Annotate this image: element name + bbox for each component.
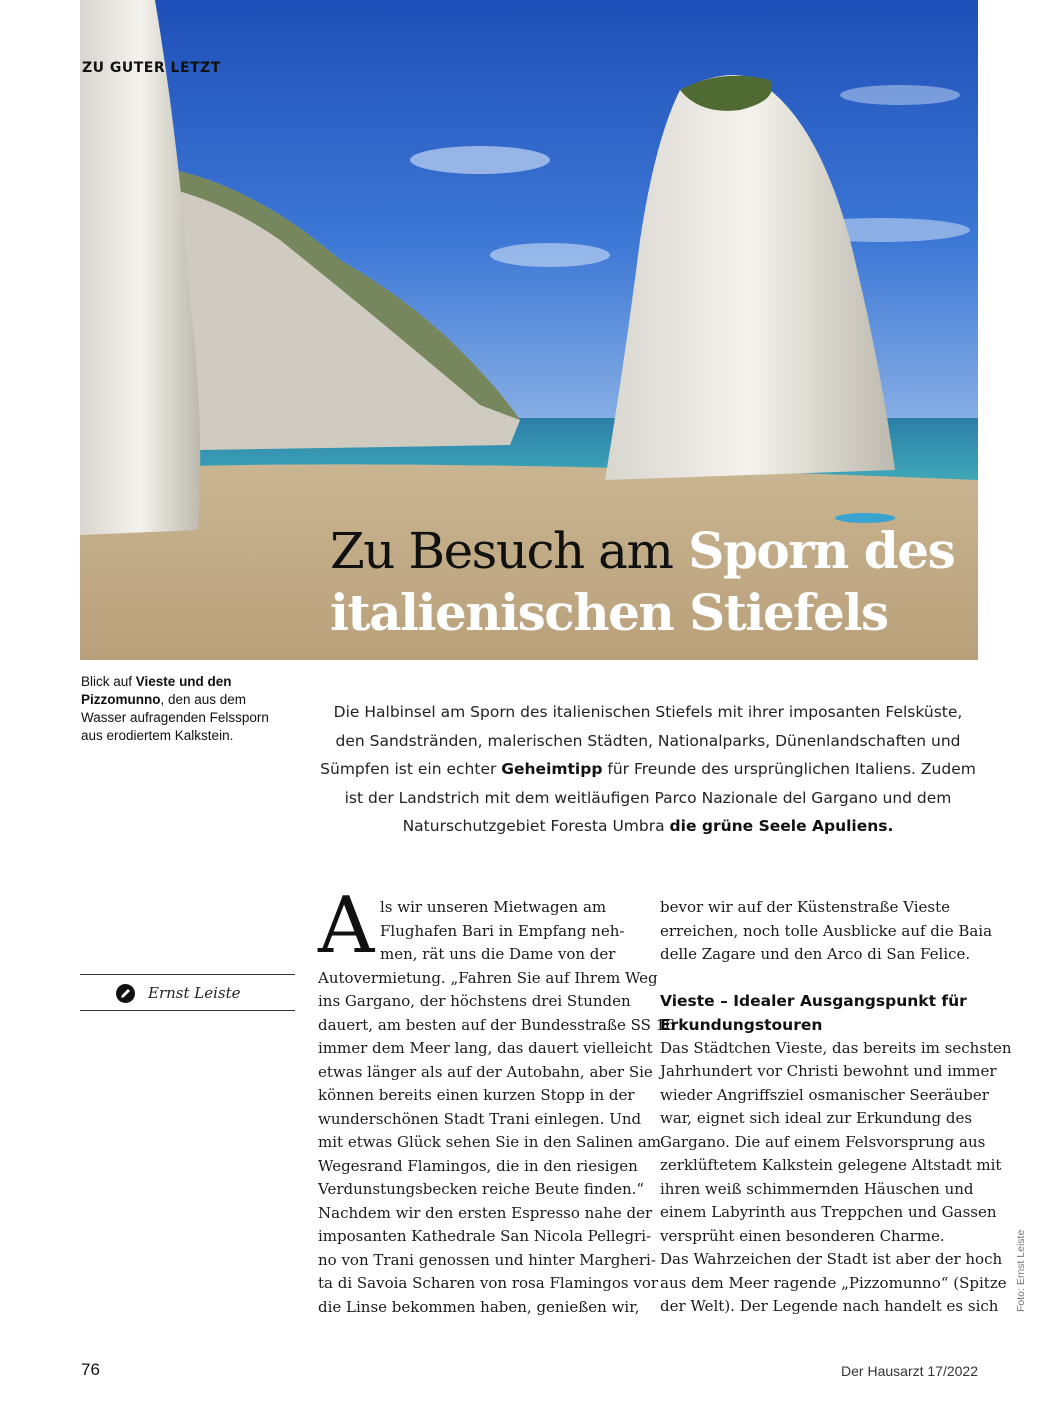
text-line: immer dem Meer lang, das dauert vielleicht [318,1039,653,1057]
body-column-2 [660,896,1012,1319]
headline-line2: italienischen Stiefels [330,583,888,642]
intro-b1: Geheimtipp [501,760,603,778]
text-line: wieder Angriffsziel osmanischer Seeräuber [660,1085,989,1104]
text-line: men, rät uns die Dame von der [380,945,616,963]
text-line: die Linse bekommen haben, genießen wir, [318,1297,640,1316]
drop-cap: A [318,881,375,971]
caption-bold: Vieste und den Pizzomunno [81,674,232,707]
text-line: Flughafen Bari in Empfang neh- [380,921,625,940]
text-line: mit etwas Glück sehen Sie in den Salinen am [318,1133,662,1151]
page-number: 76 [81,1360,100,1379]
intro-t2: für Freunde des ursprünglichen Italiens. Zudem ist der Landstrich mit dem weitläufigen Parco Nazionale del Gargano und dem Naturschutzgebiet Foresta Umbra [344,760,976,835]
text-line: ls wir unseren Mietwagen am [380,898,607,916]
text-line: Nachdem wir den ersten Espresso nahe der [318,1203,653,1222]
text-line: Wegesrand Flamingos, die in den riesigen [318,1156,638,1175]
text-line: ins Gargano, der höchstens drei Stunden [318,992,631,1010]
text-line: Autovermietung. „Fahren Sie auf Ihrem Weg [318,968,658,987]
text-line: Das Wahrzeichen der Stadt ist aber der hoch [660,1250,1003,1268]
subheading: Erkundungstouren [660,1015,823,1034]
body-column-1 [318,896,675,1319]
text-line: versprüht einen besonderen Charme. [660,1226,945,1245]
text-line: aus dem Meer ragende „Pizzomunno“ (Spitze [660,1273,1007,1292]
photo-credit: Foto: Ernst Leiste [1015,1229,1027,1312]
text-line: zerklüftetem Kalkstein gelegene Altstadt mit [660,1156,1002,1174]
text-line: ihren weiß schimmernden Häuschen und [660,1179,974,1198]
text-line: etwas länger als auf der Autobahn, aber Sie [318,1062,653,1081]
text-line: no von Trani genossen und hinter Margheri- [318,1250,656,1269]
text-line: der Welt). Der Legende nach handelt es sich [660,1297,999,1315]
text-line: delle Zagare und den Arco di San Felice. [660,945,971,963]
headline-part2: Sporn des [688,521,955,580]
issue-label: Der Hausarzt 17/2022 [841,1363,978,1379]
spacer [660,967,980,989]
text-line: wunderschönen Stadt Trani einlegen. Und [318,1109,642,1128]
section-label: ZU GUTER LETZT [82,60,221,76]
text-line: dauert, am besten auf der Bundesstraße SS 16 [318,1015,675,1034]
text-line: einem Labyrinth aus Treppchen und Gassen [660,1203,997,1221]
text-line: können bereits einen kurzen Stopp in der [318,1086,635,1104]
text-line: Das Städtchen Vieste, das bereits im sechsten [660,1038,1012,1057]
intro-b2: die grüne Seele Apuliens. [669,817,894,835]
text-line: Gargano. Die auf einem Felsvorsprung aus [660,1132,986,1151]
headline [330,520,970,644]
text-line: bevor wir auf der Küstenstraße Vieste [660,898,950,916]
caption-post: , den aus dem Wasser aufragenden Felssporn aus erodiertem Kalkstein. [81,692,269,743]
text-line: Verdunstungsbecken reiche Beute finden.“ [318,1180,645,1198]
intro-text [318,698,978,841]
text-line: ta di Savoia Scharen von rosa Flamingos vor [318,1274,659,1292]
photo-caption [81,673,291,745]
caption-pre: Blick auf [81,674,136,689]
pen-icon [116,984,135,1003]
headline-part1: Zu Besuch am [330,522,673,580]
text-line: war, eignet sich ideal zur Erkundung des [660,1109,973,1127]
author-name: Ernst Leiste [148,984,241,1002]
intro-t1: Die Halbinsel am Sporn des italienischen Stiefels mit ihrer imposanten Felsküste, den Sandstränden, malerischen Städten, Nationalparks, Dünenlandschaften und Sümpfen ist ein echter [320,703,963,778]
subheading: Vieste – Idealer Ausgangspunkt für [660,991,967,1010]
author-box [80,974,295,1011]
text-line: erreichen, noch tolle Ausblicke auf die Baia [660,921,993,940]
text-line: imposanten Kathedrale San Nicola Pellegri- [318,1227,652,1245]
text-line: Jahrhundert vor Christi bewohnt und immer [660,1062,997,1080]
